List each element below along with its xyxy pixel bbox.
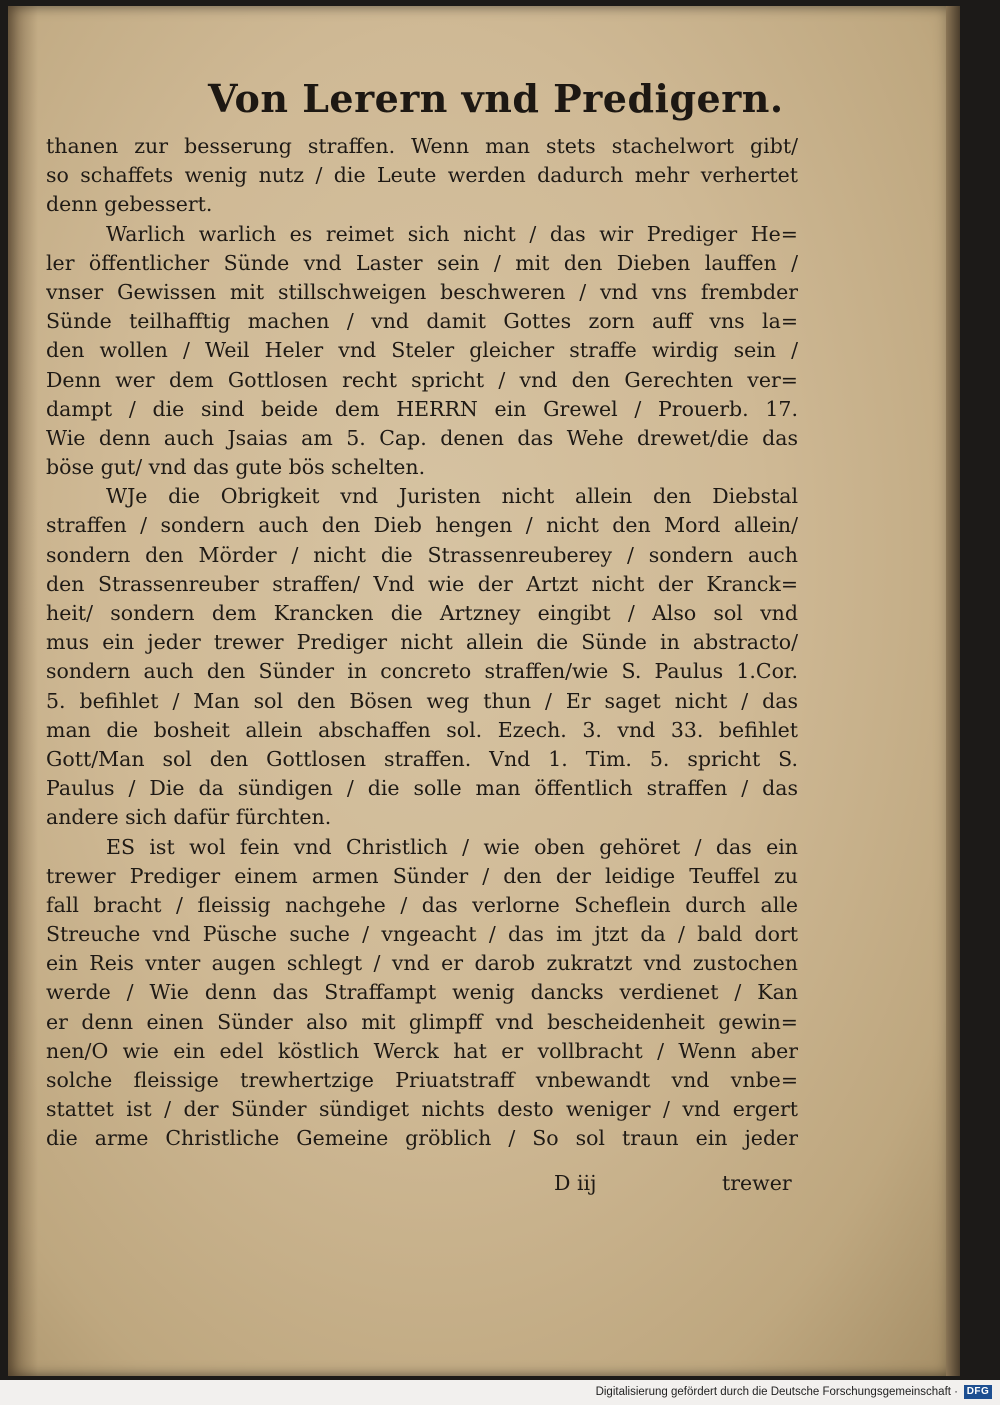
text-line: sondern den Mörder / nicht die Strassenreuberey / sondern auch: [46, 542, 798, 567]
text-line: heit/ sondern dem Krancken die Artzney eingibt / Also sol vnd: [46, 601, 798, 625]
page-footer-line: [46, 1171, 798, 1201]
text-line: Paulus / Die da sündigen / die solle man öffentlich straffen / das: [46, 776, 798, 801]
text-line: Wie denn auch Jsaias am 5. Cap. denen das Wehe drewet/die das: [46, 425, 798, 450]
text-line: WJe die Obrigkeit vnd Juristen nicht allein den Diebstal: [106, 484, 798, 509]
text-line: den Strassenreuber straffen/ Vnd wie der Artzt nicht der Kranck=: [46, 571, 798, 596]
text-line: Denn wer dem Gottlosen recht spricht / vnd den Gerechten ver=: [46, 367, 798, 392]
text-line: nen/O wie ein edel köstlich Werck hat er vollbracht / Wenn aber: [46, 1038, 798, 1063]
credit-bar: [0, 1380, 1000, 1405]
text-line: werde / Wie denn das Straffampt wenig dancks verdienet / Kan: [46, 980, 798, 1005]
text-line: Sünde teilhafftig machen / vnd damit Gottes zorn auff vns la=: [46, 309, 798, 334]
catchword: trewer: [722, 1171, 792, 1195]
text-line: den wollen / Weil Heler vnd Steler gleicher straffe wirdig sein /: [46, 338, 798, 363]
text-line: Gott/Man sol den Gottlosen straffen. Vnd 1. Tim. 5. spricht S.: [46, 746, 798, 771]
text-line: straffen / sondern auch den Dieb hengen / nicht den Mord allein/: [46, 513, 798, 538]
text-line: man die bosheit allein abschaffen sol. Ezech. 3. vnd 33. befihlet: [46, 717, 798, 742]
gutter-shadow: [8, 6, 38, 1376]
text-line: sondern auch den Sünder in concreto straffen/wie S. Paulus 1.Cor.: [46, 659, 798, 684]
page-edge: [946, 6, 960, 1376]
text-line: stattet ist / der Sünder sündiget nichts desto weniger / vnd ergert: [46, 1097, 798, 1122]
text-line: trewer Prediger einem armen Sünder / den der leidige Teuffel zu: [46, 863, 798, 888]
running-head: Von Lerern vnd Predigern.: [208, 76, 784, 121]
signature-mark: D iij: [554, 1171, 597, 1195]
text-line: denn gebessert.: [46, 192, 213, 217]
text-line: dampt / die sind beide dem HERRN ein Grewel / Prouerb. 17.: [46, 396, 798, 421]
text-line: mus ein jeder trewer Prediger nicht allein die Sünde in abstracto/: [46, 630, 798, 655]
text-line: vnser Gewissen mit stillschweigen beschweren / vnd vns frembder: [46, 279, 798, 304]
dfg-logo: DFG: [964, 1385, 992, 1399]
text-line: die arme Christliche Gemeine gröblich / So sol traun ein jeder: [46, 1126, 798, 1151]
text-line: thanen zur besserung straffen. Wenn man stets stachelwort gibt/: [46, 134, 798, 158]
text-line: andere sich dafür fürchten.: [46, 805, 332, 830]
text-line: so schaffets wenig nutz / die Leute werden dadurch mehr verhertet: [46, 163, 798, 188]
text-line: fall bracht / fleissig nachgehe / das verlorne Scheflein durch alle: [46, 892, 798, 917]
text-line: Streuche vnd Püsche suche / vngeacht / das im jtzt da / bald dort: [46, 922, 798, 947]
text-line: böse gut/ vnd das gute bös schelten.: [46, 455, 426, 480]
text-line: er denn einen Sünder also mit glimpff vnd bescheidenheit gewin=: [46, 1009, 798, 1034]
text-line: Warlich warlich es reimet sich nicht / das wir Prediger He=: [106, 221, 798, 246]
page-sheet: [8, 6, 954, 1376]
body-text: [46, 132, 798, 1154]
funding-credit: Digitalisierung gefördert durch die Deutsche Forschungsgemeinschaft ·: [595, 1386, 958, 1398]
text-line: solche fleissige trewhertzige Priuatstraff vnbewandt vnd vnbe=: [46, 1068, 798, 1092]
text-line: ES ist wol fein vnd Christlich / wie oben gehöret / das ein: [106, 834, 798, 859]
text-line: ler öffentlicher Sünde vnd Laster sein / mit den Dieben lauffen /: [46, 250, 798, 275]
text-line: 5. befihlet / Man sol den Bösen weg thun / Er saget nicht / das: [46, 688, 798, 713]
text-line: ein Reis vnter augen schlegt / vnd er darob zukratzt vnd zustochen: [46, 951, 798, 976]
